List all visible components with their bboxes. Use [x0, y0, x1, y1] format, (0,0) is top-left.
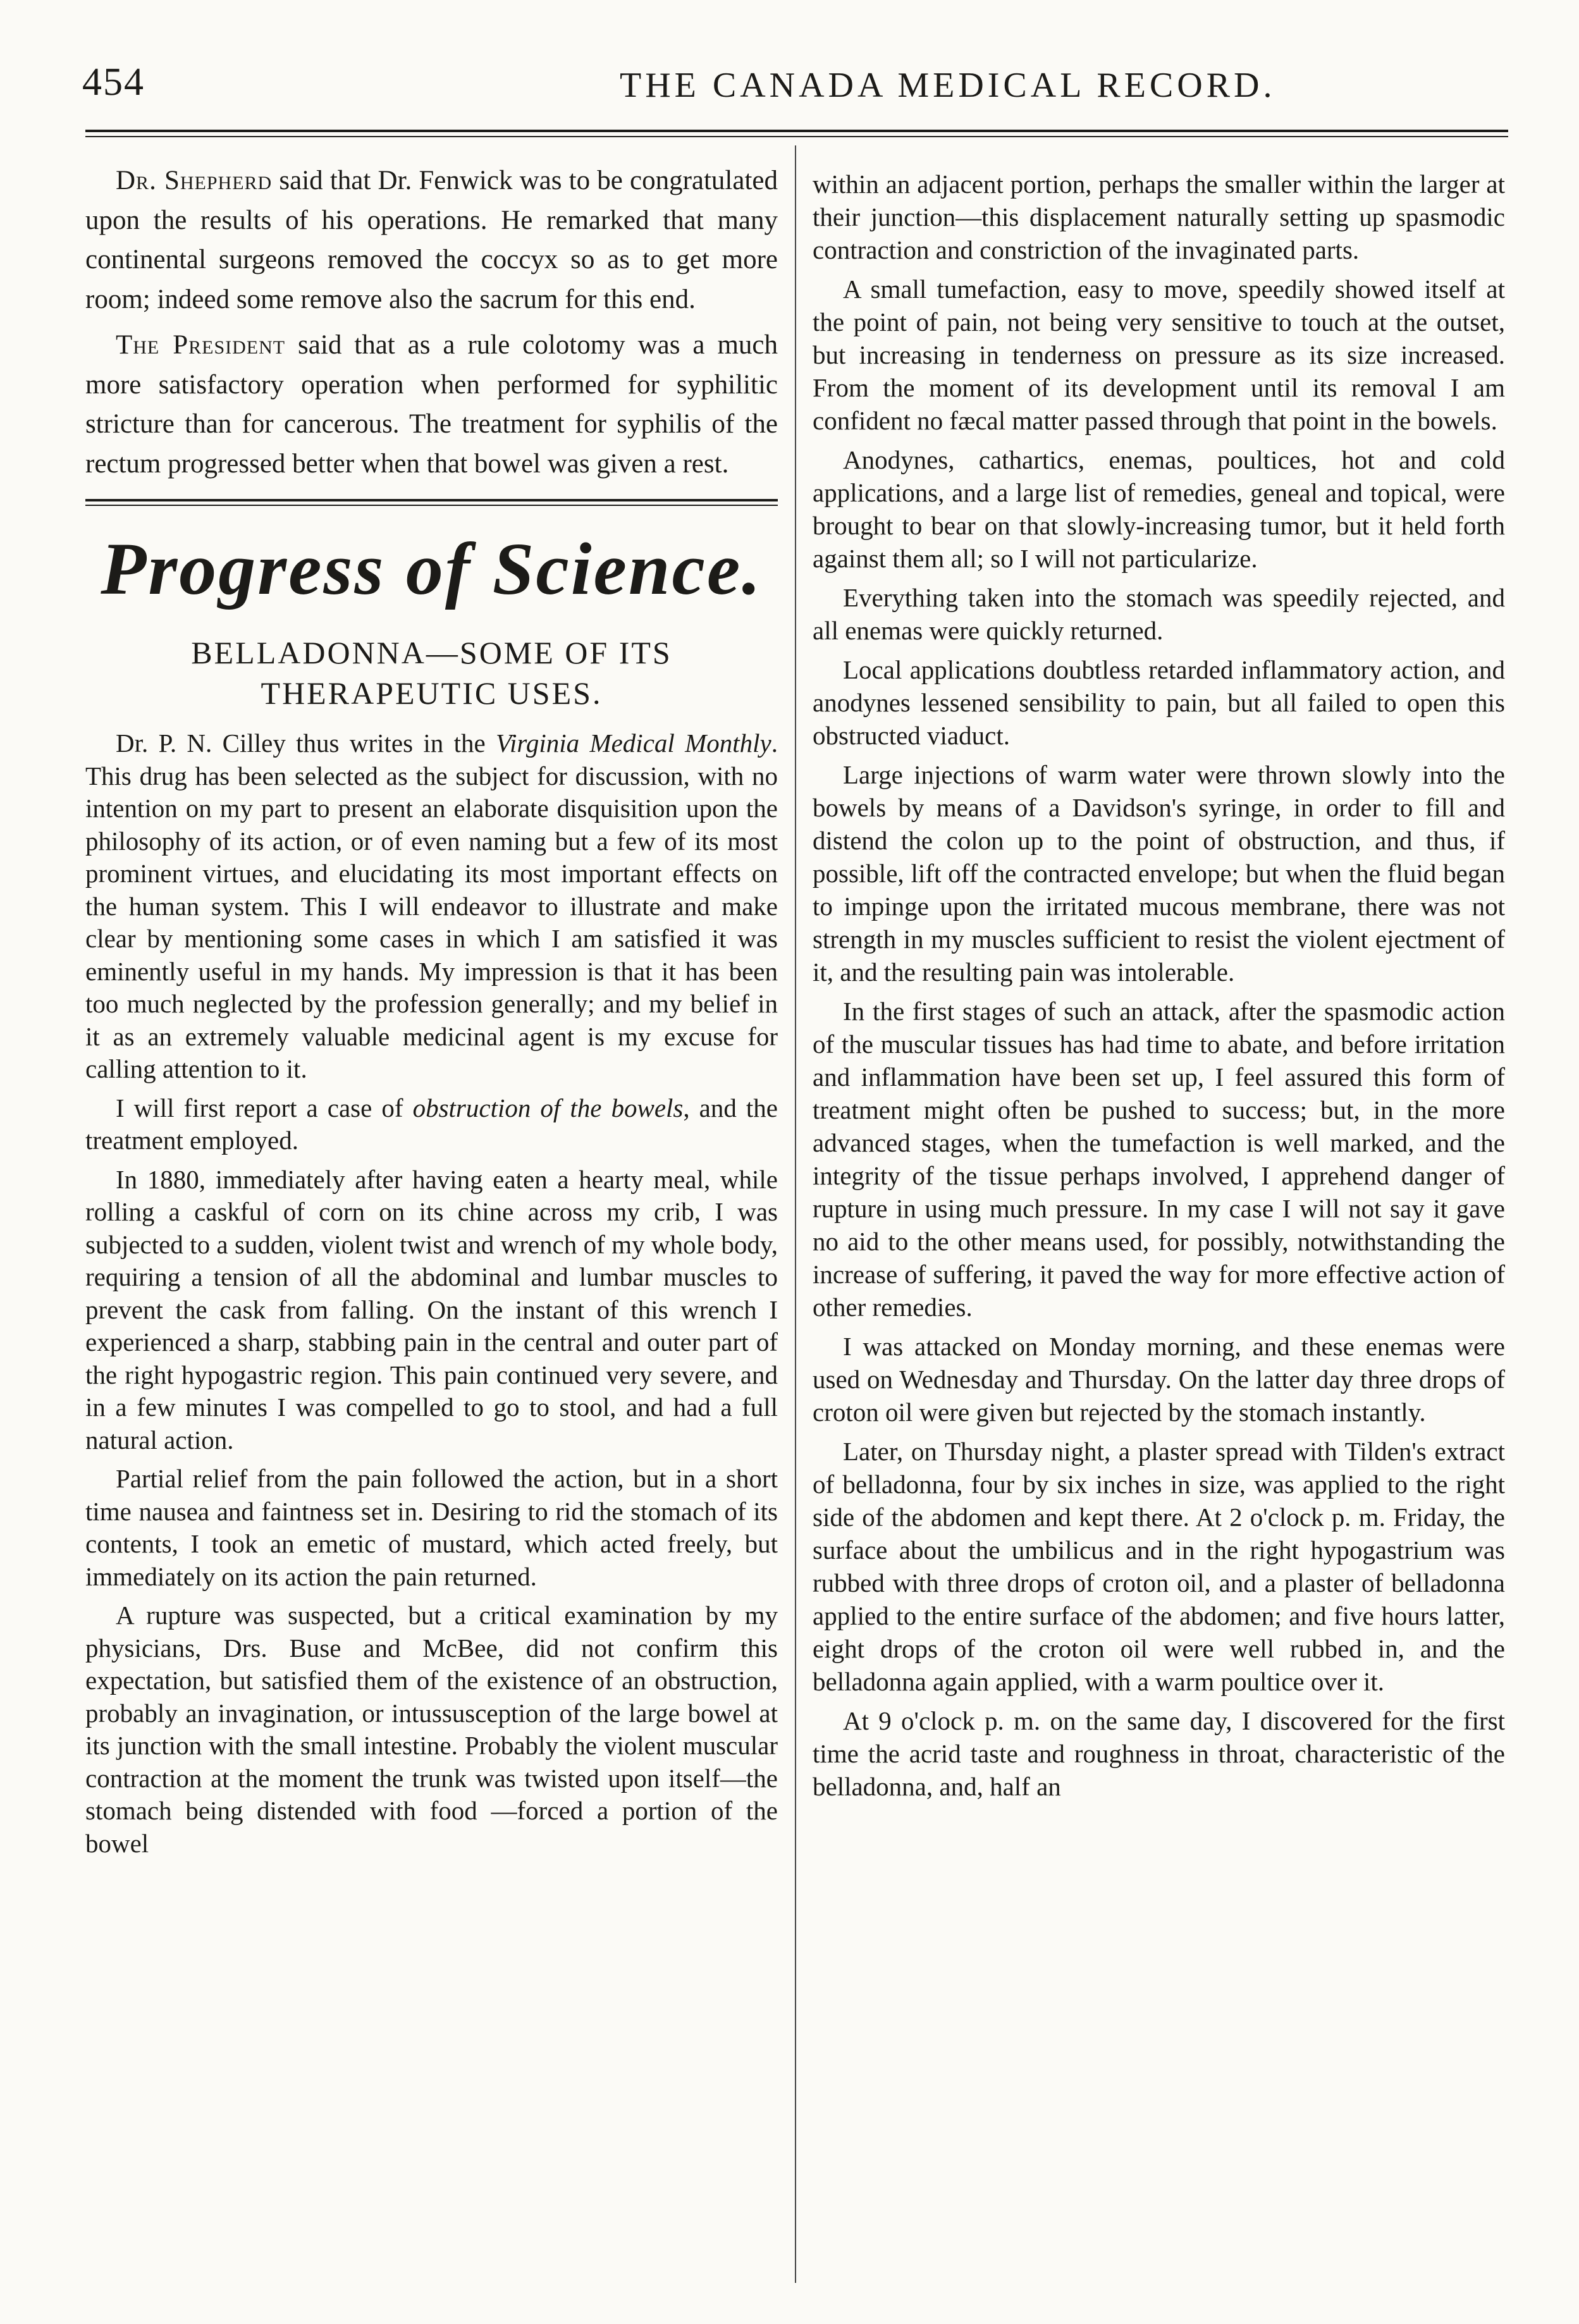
section-rule [85, 499, 778, 506]
running-title: THE CANADA MEDICAL RECORD. [620, 66, 1276, 105]
paragraph: Large injections of warm water were thrown slowly into the bowels by means of a Davidson's syringe, in order to fill and distend the colon up to the point of obstruction, and thus, if possible, lift off the contracted envelope; but when the fluid began to impinge upon the irritated mucous membrane, there was not strength in my muscles sufficient to resist the violent ejectment of it, and the resulting pain was intolerable. [813, 760, 1505, 987]
paragraph: within an adjacent portion, perhaps the smaller within the larger at their junction—this displacement naturally setting up spasmodic contraction and constriction of the invaginated parts. [813, 169, 1505, 264]
paragraph: Dr. P. N. Cilley thus writes in the Virginia Medical Monthly. This drug has been selected as the subject for discussion, with no intention on my part to present an elaborate disquisition upon the philosophy of its action, or of even naming but a few of its most prominent virtues, and elucidating its most important effects on the human system. This I will endeavor to illustrate and make clear by mentioning some cases in which I am satisfied it was eminently useful in my hands. My impression is that it has been too much neglected by the profession generally; and my belief in it as an extremely valuable medicinal agent is my excuse for calling attention to it. [85, 729, 778, 1083]
paragraph: Dr. Shepherd said that Dr. Fenwick was to be congratulated upon the results of his operations. He remarked that many continental surgeons removed the coccyx so as to get more room; indeed some remove also the sacrum for this end. [85, 166, 778, 314]
paragraph: I will first report a case of obstruction of the bowels, and the treatment employed. [85, 1093, 778, 1155]
paragraph: Later, on Thursday night, a plaster spread with Tilden's extract of belladonna, four by six inches in size, was applied to the right side of the abdomen and kept there. At 2 o'clock p. m. Friday, the surface about the umbilicus and in the right hypogastrium was rubbed with three drops of croton oil, and a plaster of belladonna applied to the entire surface of the abdomen; and five hours latter, eight drops of the croton oil were well rubbed in, and the belladonna again applied, with a warm poultice over it. [813, 1437, 1505, 1696]
article-heading: BELLADONNA—SOME OF ITS THERAPEUTIC USES. [191, 635, 672, 711]
paragraph: I was attacked on Monday morning, and these enemas were used on Wednesday and Thursday. On the latter day three drops of croton oil were given but rejected by the stomach instantly. [813, 1332, 1505, 1427]
paragraph: Anodynes, cathartics, enemas, poultices, hot and cold applications, and a large list of remedies, geneal and topical, were brought to bear on that slowly-increasing tumor, but it held forth against them all; so I will not particularize. [813, 445, 1505, 573]
page-header [76, 60, 1530, 117]
section-title: Progress of Science. [101, 527, 763, 610]
paragraph: A rupture was suspected, but a critical examination by my physicians, Drs. Buse and McBee, did not confirm this expectation, but satisfied them of the existence of an obstruction, probably an invagination, or intussusception of the large bowel at its junction with the small intestine. Probably the violent muscular contraction at the moment the trunk was twisted upon itself—the stomach being distended with food —forced a portion of the bowel [85, 1601, 778, 1858]
paragraph: Everything taken into the stomach was speedily rejected, and all enemas were quickly returned. [813, 583, 1505, 645]
article-body-left [85, 727, 778, 1860]
page-number: 454 [82, 61, 145, 104]
left-column [85, 161, 778, 1866]
paragraph: In 1880, immediately after having eaten a hearty meal, while rolling a caskful of corn on its chine across my crib, I was subjected to a sudden, violent twist and wrench of my whole body, requiring a tension of all the abdominal and lumbar muscles to prevent the cask from falling. On the instant of this wrench I experienced a sharp, stabbing pain in the central and outer part of the right hypogastric region. This pain continued very severe, and in a few minutes I was compelled to go to stool, and had a full natural action. [85, 1164, 778, 1454]
speaker-name: The President [116, 330, 286, 360]
emphasis: obstruction of the bowels [412, 1093, 684, 1122]
header-rule [85, 130, 1508, 137]
paragraph: A small tumefaction, easy to move, speedily showed itself at the point of pain, not being very sensitive to touch at the outset, but increasing in tenderness on pressure as its size increased. From the moment of its development until its removal I am confident no fæcal matter passed through that point in the bowels. [813, 274, 1505, 435]
paragraph: Partial relief from the pain followed the action, but in a short time nausea and faintness set in. Desiring to rid the stomach of its contents, I took an emetic of mustard, which acted freely, but immediately on its action the pain returned. [85, 1464, 778, 1591]
speaker-name: Dr. Shepherd [116, 166, 273, 195]
paragraph: Local applications doubtless retarded inflammatory action, and anodynes lessened sensibility to pain, but all failed to open this obstructed viaduct. [813, 655, 1505, 750]
paragraph: In the first stages of such an attack, after the spasmodic action of the muscular tissues has had time to abate, and before irritation and inflammation have been set up, I feel assured this form of treatment might often be pushed to success; but, in the more advanced stages, when the tumefaction is well marked, and the integrity of the tissue perhaps involved, I apprehend danger of rupture in using much pressure. In my case I will not say it gave no aid to the other means used, for possibly, notwithstanding the increase of suffering, it paved the way for more effective action of other remedies. [813, 997, 1505, 1322]
paragraph: The President said that as a rule colotomy was a much more satisfactory operation when performed for syphilitic stricture than for cancerous. The treatment for syphilis of the rectum progressed better when that bowel was given a rest. [85, 330, 778, 479]
paragraph: At 9 o'clock p. m. on the same day, I discovered for the first time the acrid taste and roughness in throat, characteristic of the belladonna, and, half an [813, 1706, 1505, 1801]
journal-title: Virginia Medical Monthly [496, 729, 771, 758]
column-divider [795, 145, 796, 2283]
right-column [813, 168, 1505, 1809]
